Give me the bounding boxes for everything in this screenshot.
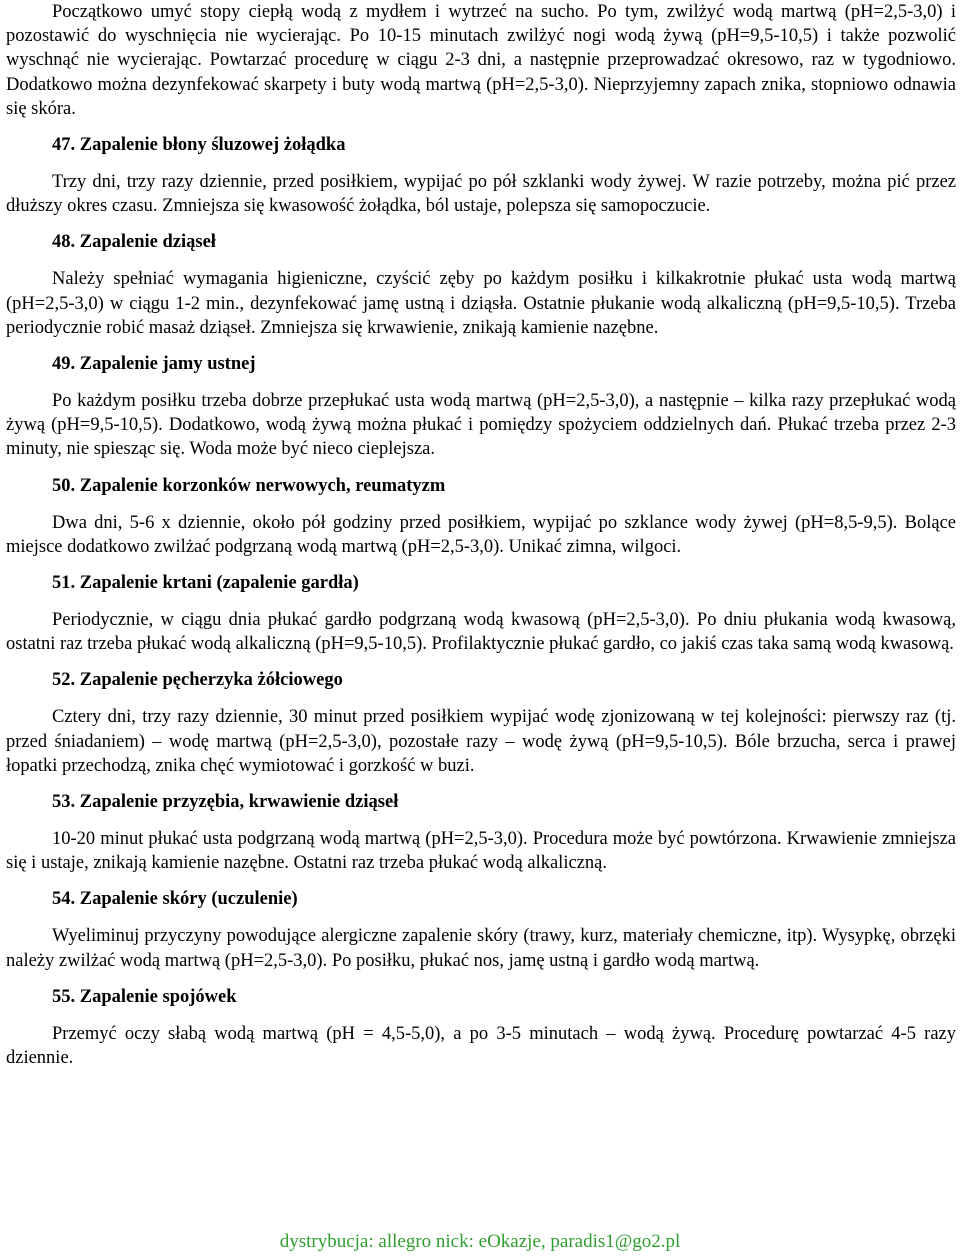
section-heading-51: 51. Zapalenie krtani (zapalenie gardła) xyxy=(52,573,359,594)
section-body-52: Cztery dni, trzy razy dziennie, 30 minut przed posiłkiem wypijać wodę zjonizowaną w tej kolejności: pierwszy raz (tj. przed śniadaniem) – wodę martwą (pH=2,5-3,0), pozostałe razy – wodę żywą (pH=9,5-10,5). Bóle brzucha, serca i prawej łopatki przechodzą, znika chęć wymiotować i gorzkość w buzi. xyxy=(6,707,956,776)
section-body-49: Po każdym posiłku trzeba dobrze przepłukać usta wodą martwą (pH=2,5-3,0), a następnie – kilka razy przepłukać wodą żywą (pH=9,5-10,5). Dodatkowo, wodą żywą można płukać i pomiędzy spożyciem oddzielnych dań. Płukać trzeba przez 2-3 minuty, nie spiesząc się. Woda może być nieco cieplejsza. xyxy=(6,391,956,460)
section-heading-50: 50. Zapalenie korzonków nerwowych, reumatyzm xyxy=(52,475,446,496)
footer-contact: allegro nick: eOkazje, paradis1@go2.pl xyxy=(373,1231,681,1252)
intro-paragraph: Początkowo umyć stopy ciepłą wodą z mydłem i wytrzeć na sucho. Po tym, zwilżyć wodą martwą (pH=2,5-3,0) i pozostawić do wyschnięcia nie wycierając. Po 10-15 minutach zwilżyć nogi wodą żywą (pH=9,5-10,5) i także pozwolić wyschnąć nie wycierając. Powtarzać procedurę w ciągu 2-3 dni, a następnie przeprowadzać okresowo, raz w tygodniowo. Dodatkowo można dezynfekować skarpety i buty wodą martwą (pH=2,5-3,0). Nieprzyjemny zapach znika, stopniowo odnawia się skóra. xyxy=(6,2,956,119)
section-body-47: Trzy dni, trzy razy dziennie, przed posiłkiem, wypijać po pół szklanki wody żywej. W razie potrzeby, można pić przez dłuższy okres czasu. Zmniejsza się kwasowość żołądka, ból ustaje, polepsza się samopoczucie. xyxy=(6,172,956,217)
section-heading-52: 52. Zapalenie pęcherzyka żółciowego xyxy=(52,670,343,691)
section-body-50: Dwa dni, 5-6 x dziennie, około pół godziny przed posiłkiem, wypijać po szklance wody żywej (pH=8,5-9,5). Bolące miejsce dodatkowo zwilżać podgrzaną wodą martwą (pH=2,5-3,0). Unikać zimna, wilgoci. xyxy=(6,512,956,557)
section-heading-55: 55. Zapalenie spojówek xyxy=(52,986,237,1007)
section-body-51: Periodycznie, w ciągu dnia płukać gardło podgrzaną wodą kwasową (pH=2,5-3,0). Po dniu płukania wodą kwasową, ostatni raz trzeba płukać wodą alkaliczną (pH=9,5-10,5). Profilaktycznie płukać gardło, co jakiś czas taka samą wodą kwasową. xyxy=(6,610,956,655)
section-heading-49: 49. Zapalenie jamy ustnej xyxy=(52,354,256,375)
section-heading-53: 53. Zapalenie przyzębia, krwawienie dziąseł xyxy=(52,792,399,813)
section-body-54: Wyeliminuj przyczyny powodujące alergiczne zapalenie skóry (trawy, kurz, materiały chemiczne, itp). Wysypkę, obrzęki należy zwilżać wodą martwą (pH=2,5-3,0). Po posiłku, płukać nos, jamę ustną i gardło wodą martwą. xyxy=(6,926,956,971)
section-body-48: Należy spełniać wymagania higieniczne, czyścić zęby po każdym posiłku i kilkakrotnie płukać usta wodą martwą (pH=2,5-3,0) w ciągu 1-2 min., dezynfekować jamę ustną i dziąsła. Ostatnie płukanie wodą alkaliczną (pH=9,5-10,5). Trzeba periodycznie robić masaż dziąseł. Zmniejsza się krwawienie, znikają kamienie nazębne. xyxy=(6,269,956,338)
section-heading-47: 47. Zapalenie błony śluzowej żołądka xyxy=(52,135,346,156)
footer-label: dystrybucja: xyxy=(279,1231,374,1252)
distribution-footer xyxy=(0,1230,960,1254)
section-body-53: 10-20 minut płukać usta podgrzaną wodą martwą (pH=2,5-3,0). Procedura może być powtórzona. Krwawienie zmniejsza się i ustaje, znikają kamienie nazębne. Ostatni raz trzeba płukać wodą alkaliczną. xyxy=(6,829,956,874)
section-heading-48: 48. Zapalenie dziąseł xyxy=(52,232,216,253)
section-heading-54: 54. Zapalenie skóry (uczulenie) xyxy=(52,889,298,910)
section-body-55: Przemyć oczy słabą wodą martwą (pH = 4,5-5,0), a po 3-5 minutach – wodą żywą. Procedurę powtarzać 4-5 razy dziennie. xyxy=(6,1023,956,1069)
document-page xyxy=(6,0,956,1070)
